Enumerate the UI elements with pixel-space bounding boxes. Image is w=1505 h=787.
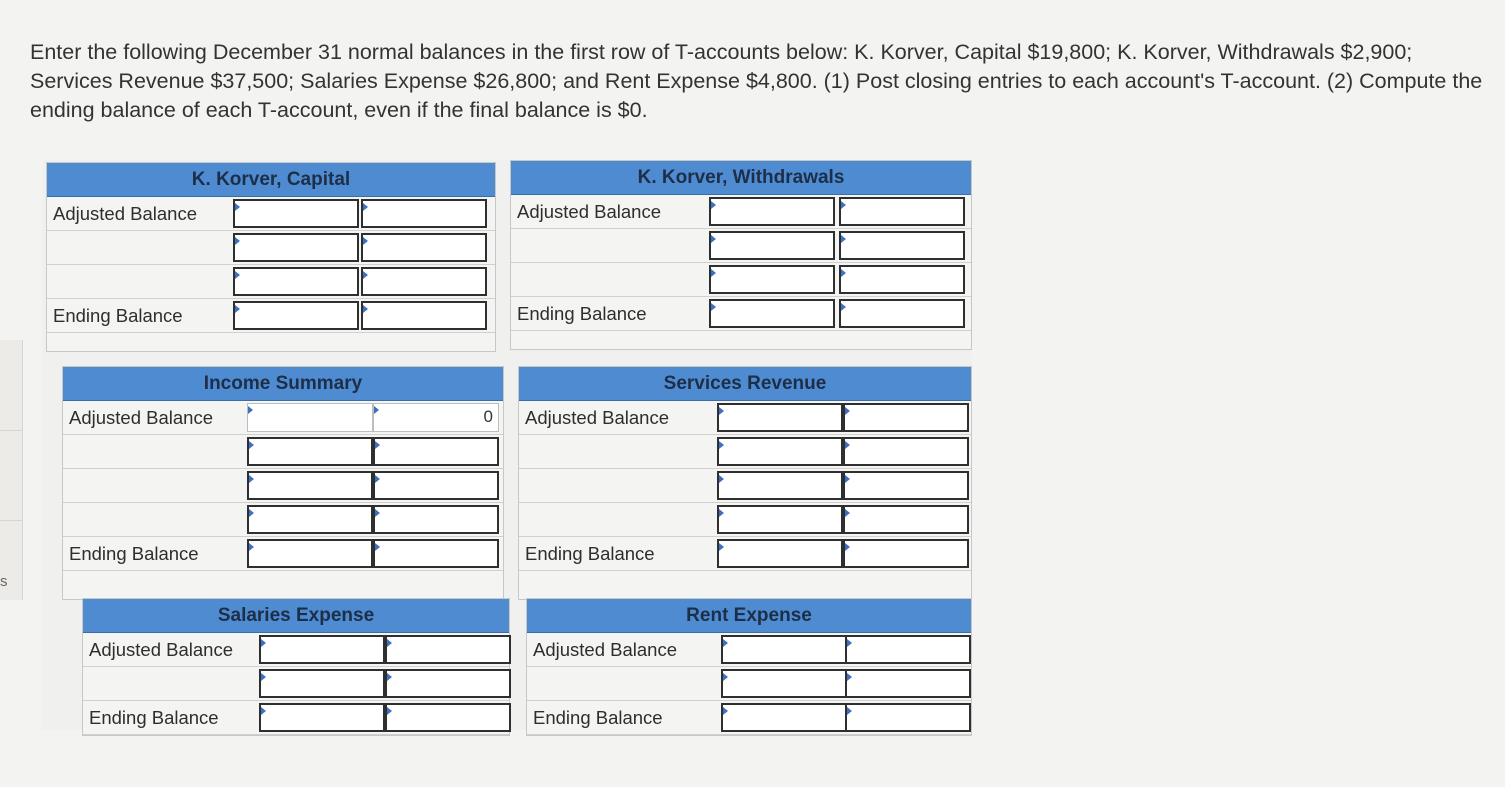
credit-value bbox=[373, 403, 499, 432]
posting-row bbox=[63, 503, 503, 537]
debit-input[interactable] bbox=[233, 199, 359, 228]
debit-input[interactable] bbox=[709, 231, 835, 260]
credit-input[interactable] bbox=[845, 703, 971, 732]
credit-input[interactable] bbox=[361, 199, 487, 228]
posting-row bbox=[47, 265, 495, 299]
posting-row bbox=[47, 231, 495, 265]
debit-input[interactable] bbox=[721, 669, 847, 698]
credit-input[interactable] bbox=[839, 197, 965, 226]
credit-input[interactable] bbox=[845, 669, 971, 698]
t-account-income-summary bbox=[62, 366, 504, 600]
credit-value-text: 0 bbox=[483, 407, 493, 426]
debit-input[interactable] bbox=[247, 471, 373, 500]
debit-input[interactable] bbox=[717, 471, 843, 500]
row-label: Adjusted Balance bbox=[525, 407, 669, 428]
posting-row bbox=[83, 667, 509, 701]
row-label: Ending Balance bbox=[533, 707, 663, 728]
posting-row bbox=[519, 503, 971, 537]
credit-input[interactable] bbox=[361, 301, 487, 330]
credit-input[interactable] bbox=[843, 539, 969, 568]
adjusted-balance-row bbox=[47, 197, 495, 231]
credit-input[interactable] bbox=[373, 471, 499, 500]
debit-input[interactable] bbox=[247, 403, 373, 432]
adjusted-balance-row bbox=[527, 633, 971, 667]
debit-input[interactable] bbox=[247, 505, 373, 534]
credit-input[interactable] bbox=[361, 267, 487, 296]
posting-row bbox=[527, 667, 971, 701]
t-account-services-revenue bbox=[518, 366, 972, 600]
row-label: Adjusted Balance bbox=[517, 201, 661, 222]
posting-row bbox=[63, 435, 503, 469]
posting-row bbox=[511, 229, 971, 263]
credit-input[interactable] bbox=[373, 437, 499, 466]
posting-row bbox=[519, 435, 971, 469]
credit-input[interactable] bbox=[385, 669, 511, 698]
debit-input[interactable] bbox=[247, 437, 373, 466]
ending-balance-row bbox=[63, 537, 503, 571]
ending-balance-row bbox=[83, 701, 509, 735]
debit-input[interactable] bbox=[717, 539, 843, 568]
row-label: Ending Balance bbox=[69, 543, 199, 564]
credit-input[interactable] bbox=[373, 539, 499, 568]
posting-row bbox=[63, 469, 503, 503]
posting-row bbox=[519, 469, 971, 503]
t-accounts-panel bbox=[42, 160, 972, 730]
credit-input[interactable] bbox=[843, 437, 969, 466]
debit-input[interactable] bbox=[233, 301, 359, 330]
credit-input[interactable] bbox=[843, 403, 969, 432]
debit-input[interactable] bbox=[709, 299, 835, 328]
t-account-rent-expense bbox=[526, 598, 972, 736]
posting-row bbox=[511, 263, 971, 297]
debit-input[interactable] bbox=[259, 669, 385, 698]
account-title: Rent Expense bbox=[527, 599, 971, 633]
row-label: Adjusted Balance bbox=[69, 407, 213, 428]
row-label: Ending Balance bbox=[53, 305, 183, 326]
credit-input[interactable] bbox=[385, 703, 511, 732]
credit-input[interactable] bbox=[843, 505, 969, 534]
adjusted-balance-row bbox=[511, 195, 971, 229]
row-label: Adjusted Balance bbox=[53, 203, 197, 224]
sidebar-fragment-text: s bbox=[0, 573, 8, 590]
row-label: Ending Balance bbox=[517, 303, 647, 324]
row-label: Ending Balance bbox=[89, 707, 219, 728]
ending-balance-row bbox=[47, 299, 495, 333]
debit-input[interactable] bbox=[717, 505, 843, 534]
account-title: K. Korver, Capital bbox=[47, 163, 495, 197]
credit-input[interactable] bbox=[839, 231, 965, 260]
debit-input[interactable] bbox=[717, 403, 843, 432]
credit-input[interactable] bbox=[845, 635, 971, 664]
credit-input[interactable] bbox=[839, 265, 965, 294]
credit-input[interactable] bbox=[839, 299, 965, 328]
row-label: Adjusted Balance bbox=[89, 639, 233, 660]
debit-input[interactable] bbox=[709, 197, 835, 226]
left-sidebar-strip bbox=[0, 340, 23, 600]
row-label: Adjusted Balance bbox=[533, 639, 677, 660]
credit-input[interactable] bbox=[373, 505, 499, 534]
row-label: Ending Balance bbox=[525, 543, 655, 564]
debit-input[interactable] bbox=[259, 635, 385, 664]
t-account-salaries-expense bbox=[82, 598, 510, 736]
t-account-withdrawals bbox=[510, 160, 972, 350]
instructions-text: Enter the following December 31 normal balances in the first row of T-accounts below: K. Korver, Capital $19,800; K. Korver, Withdrawals $2,900; Services Revenue $37,500; Salaries Expense $26,800; and Rent Expense $4,800. (1) Post closing entries to each account's T-account. (2) Compute the ending balance of each T-account, even if the final balance is $0. bbox=[30, 40, 1483, 122]
debit-input[interactable] bbox=[233, 267, 359, 296]
account-title: K. Korver, Withdrawals bbox=[511, 161, 971, 195]
ending-balance-row bbox=[519, 537, 971, 571]
adjusted-balance-row bbox=[519, 401, 971, 435]
credit-input[interactable] bbox=[361, 233, 487, 262]
ending-balance-row bbox=[511, 297, 971, 331]
debit-input[interactable] bbox=[247, 539, 373, 568]
debit-input[interactable] bbox=[233, 233, 359, 262]
ending-balance-row bbox=[527, 701, 971, 735]
debit-input[interactable] bbox=[717, 437, 843, 466]
adjusted-balance-row bbox=[63, 401, 503, 435]
account-title: Income Summary bbox=[63, 367, 503, 401]
account-title: Salaries Expense bbox=[83, 599, 509, 633]
debit-input[interactable] bbox=[721, 635, 847, 664]
t-account-capital bbox=[46, 162, 496, 352]
credit-input[interactable] bbox=[843, 471, 969, 500]
debit-input[interactable] bbox=[259, 703, 385, 732]
debit-input[interactable] bbox=[721, 703, 847, 732]
credit-input[interactable] bbox=[385, 635, 511, 664]
debit-input[interactable] bbox=[709, 265, 835, 294]
account-title: Services Revenue bbox=[519, 367, 971, 401]
adjusted-balance-row bbox=[83, 633, 509, 667]
